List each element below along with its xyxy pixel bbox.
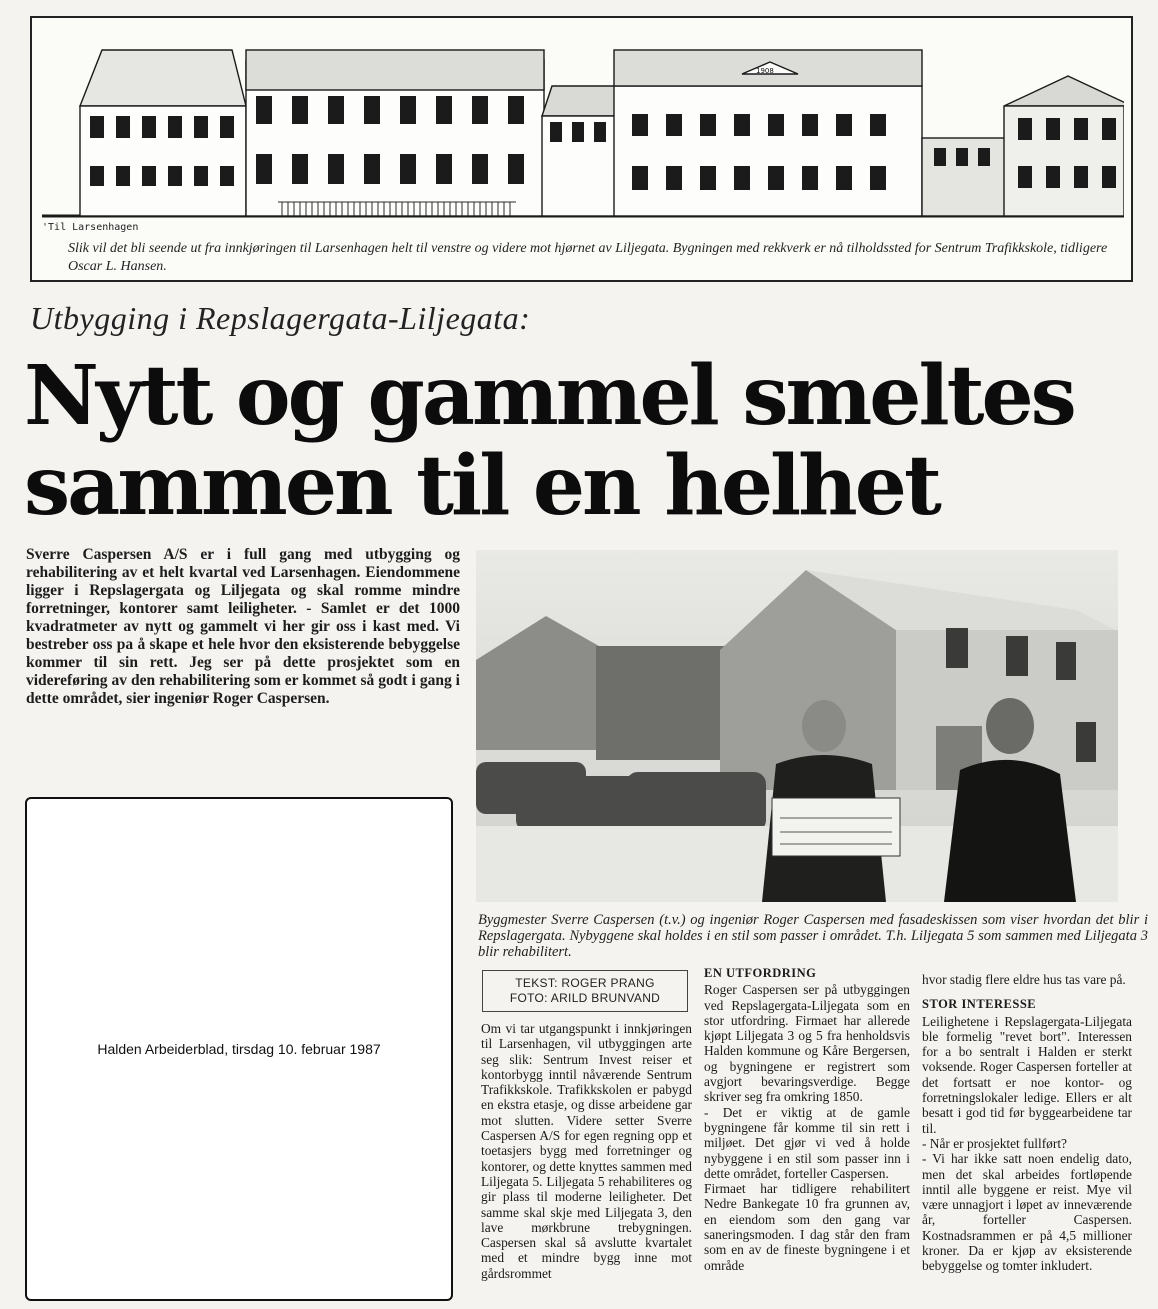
headline-line-2: sammen til en helhet (24, 438, 939, 534)
facade-window (802, 114, 818, 136)
col2-paragraph-3: Firmaet har tidligere rehabilitert Nedre Bankegate 10 fra grunnen av, en eiendom som den gang var saneringsmoden. I dag står den fram som en av de fineste bygningene i et område (704, 1181, 910, 1273)
facade-window (472, 154, 488, 184)
facade-window (632, 114, 648, 136)
facade-window (220, 166, 234, 186)
facade-window (90, 116, 104, 138)
facade-window (1046, 166, 1060, 188)
facade-window (734, 114, 750, 136)
col3-paragraph-0: hvor stadig flere eldre hus tas vare på. (922, 972, 1126, 987)
facade-window (978, 148, 990, 166)
facade-window (168, 116, 182, 138)
facade-window (142, 116, 156, 138)
facade-window (220, 116, 234, 138)
facade-window (1102, 118, 1116, 140)
facade-window (802, 166, 818, 190)
facade-window (328, 154, 344, 184)
subheading-stor-interesse: STOR INTERESSE (922, 997, 1037, 1012)
facade-window (1074, 118, 1088, 140)
info-box (25, 797, 453, 1301)
illustration-label: 'Til Larsenhagen (42, 222, 139, 233)
facade-window (550, 122, 562, 142)
article-column-2 (704, 966, 910, 1273)
facade-window (168, 166, 182, 186)
facade-window (572, 122, 584, 142)
facade-window (700, 166, 716, 190)
illustration-box (30, 16, 1133, 282)
facade-window (594, 122, 606, 142)
facade-window (956, 148, 968, 166)
col1-paragraph-1: Om vi tar utgangspunkt i innkjøringen til Larsenhagen, vil utbyggingen arte seg slik: Sentrum Invest reiser et kontorbygg inntil nåværende Sentrum Trafikkskole. Trafikkskolen er pabygd en ekstra etasje, og disse arbeidene gar mot slutten. Videre setter Sverre Caspersen A/S for egen regning opp et toetasjers bygg med forretninger og kontorer, og dette knyttes sammen med Liljegata 5. Liljegata 5 rehabiliteres og gir plass til moderne leiligheter. Det samme skal skje med Liljegata 3, den lave mørkbrune trebygningen. Caspersen skal så avslutte kvartalet med et mindre bygg inne mot gårdsrommet (481, 1021, 692, 1281)
col2-paragraph-1: Roger Caspersen ser på utbyggingen ved Repslagergata-Liljegata som en stor utfordring. Firmaet har allerede kjøpt Liljegata 3 og 5 fra henholdsvis Halden kommune og Kåre Bergersen, og bygningene er registrert som avgjort bevaringsverdige. Begge skriver seg fra omkring 1850. (704, 982, 910, 1105)
photo-illustration (476, 550, 1118, 902)
facade-window (836, 114, 852, 136)
facade-window (1074, 166, 1088, 188)
text-credit: TEKST: ROGER PRANG (515, 976, 655, 990)
facade-window (666, 114, 682, 136)
photo-credit: FOTO: ARILD BRUNVAND (509, 991, 661, 1005)
facade-window (194, 166, 208, 186)
col3-paragraph-3: - Vi har ikke satt noen endelig dato, men det skal arbeides fortløpende inntil alle byggene er reist. Mye vil være unnagjort i løpet av inneværende år, forteller Caspersen. Kostnadsrammen er på 4,5 millioner kroner. Da er kjøp av eksisterende bebyggelse og tomter inkludert. (922, 1151, 1132, 1274)
facade-window (934, 148, 946, 166)
facade-window (194, 116, 208, 138)
facade-window (1018, 166, 1032, 188)
col3-paragraph-1: Leilighetene i Repslagergata-Liljegata ble formelig "revet bort". Interessen for a bo sentralt i Halden er sterkt voksende. Roger Caspersen forteller at det fortsatt er noe kontor- og forretningslokaler ledige. Ellers er alt besatt i god tid før byggearbeidene tar til. (922, 1013, 1132, 1136)
facade-window (1046, 118, 1060, 140)
facade-window (436, 154, 452, 184)
lead-paragraph: Sverre Caspersen A/S er i full gang med utbygging og rehabilitering av et helt kvartal ved Larsenhagen. Eiendommene ligger i Repslagergata og Liljegata og skal romme mindre forretninger, kontorer samt leiligheter. - Samlet er det 1000 kvadratmeter av nytt og gammelt vi her gir oss i kast med. Vi bestreber oss pa å skape et hele hvor den eksisterende bebyggelse kommer til sin rett. Jeg ser på dette prosjektet som en videreføring av den rehabilitering som er kommet så godt i gang i dette området, sier ingeniør Roger Caspersen. (26, 546, 460, 707)
article-column-1 (481, 1021, 692, 1281)
facade-window (364, 96, 380, 124)
col2-paragraph-2: - Det er viktig at de gamle bygningene får komme til sin rett i miljøet. Det gjør vi ved å holde nybyggene i en stil som passer inn i dette området, forteller Caspersen. (704, 1104, 910, 1181)
facade-window (90, 166, 104, 186)
article-column-3 (922, 972, 1132, 1274)
col3-paragraph-2: - Når er prosjektet fullført? (922, 1135, 1068, 1151)
subheading-en-utfordring: EN UTFORDRING (704, 966, 817, 980)
byline-box (482, 970, 688, 1012)
facade-window (116, 116, 130, 138)
facade-window (768, 166, 784, 190)
facade-window (400, 154, 416, 184)
photo-caption: Byggmester Sverre Caspersen (t.v.) og ingeniør Roger Caspersen med fasadeskissen som viser hvordan det blir i Repslagergata. Nybyggene skal holdes i en stil som passer i området. T.h. Liljegata 5 som sammen med Liljegata 3 blir rehabilitert. (478, 912, 1148, 960)
illustration-caption: Slik vil det bli seende ut fra innkjøringen til Larsenhagen helt til venstre og videre mot hjørnet av Liljegata. Bygningen med rekkverk er nå tilholdssted for Sentrum Trafikkskole, tidligere Oscar L. Hansen. (68, 241, 1108, 274)
facade-window (700, 114, 716, 136)
publication-info: Halden Arbeiderblad, tirsdag 10. februar 1987 (97, 1041, 381, 1057)
facade-window (666, 166, 682, 190)
facade-window (1018, 118, 1032, 140)
facade-window (472, 96, 488, 124)
facade-year-label: 1908 (756, 67, 774, 75)
facade-window (870, 166, 886, 190)
facade-window (328, 96, 344, 124)
facade-window (116, 166, 130, 186)
headline-line-1: Nytt og gammel smeltes (24, 348, 1074, 444)
facade-window (256, 96, 272, 124)
street-facade-drawing (42, 26, 1124, 222)
facade-window (142, 166, 156, 186)
facade-window (734, 166, 750, 190)
facade-window (400, 96, 416, 124)
facade-window (436, 96, 452, 124)
news-photo (476, 550, 1118, 902)
facade-window (508, 154, 524, 184)
facade-window (364, 154, 380, 184)
facade-window (1102, 166, 1116, 188)
facade-window (768, 114, 784, 136)
kicker: Utbygging i Repslagergata-Liljegata: (30, 300, 531, 336)
facade-window (632, 166, 648, 190)
facade-window (292, 96, 308, 124)
facade-window (836, 166, 852, 190)
facade-window (870, 114, 886, 136)
facade-window (292, 154, 308, 184)
facade-window (508, 96, 524, 124)
facade-window (256, 154, 272, 184)
